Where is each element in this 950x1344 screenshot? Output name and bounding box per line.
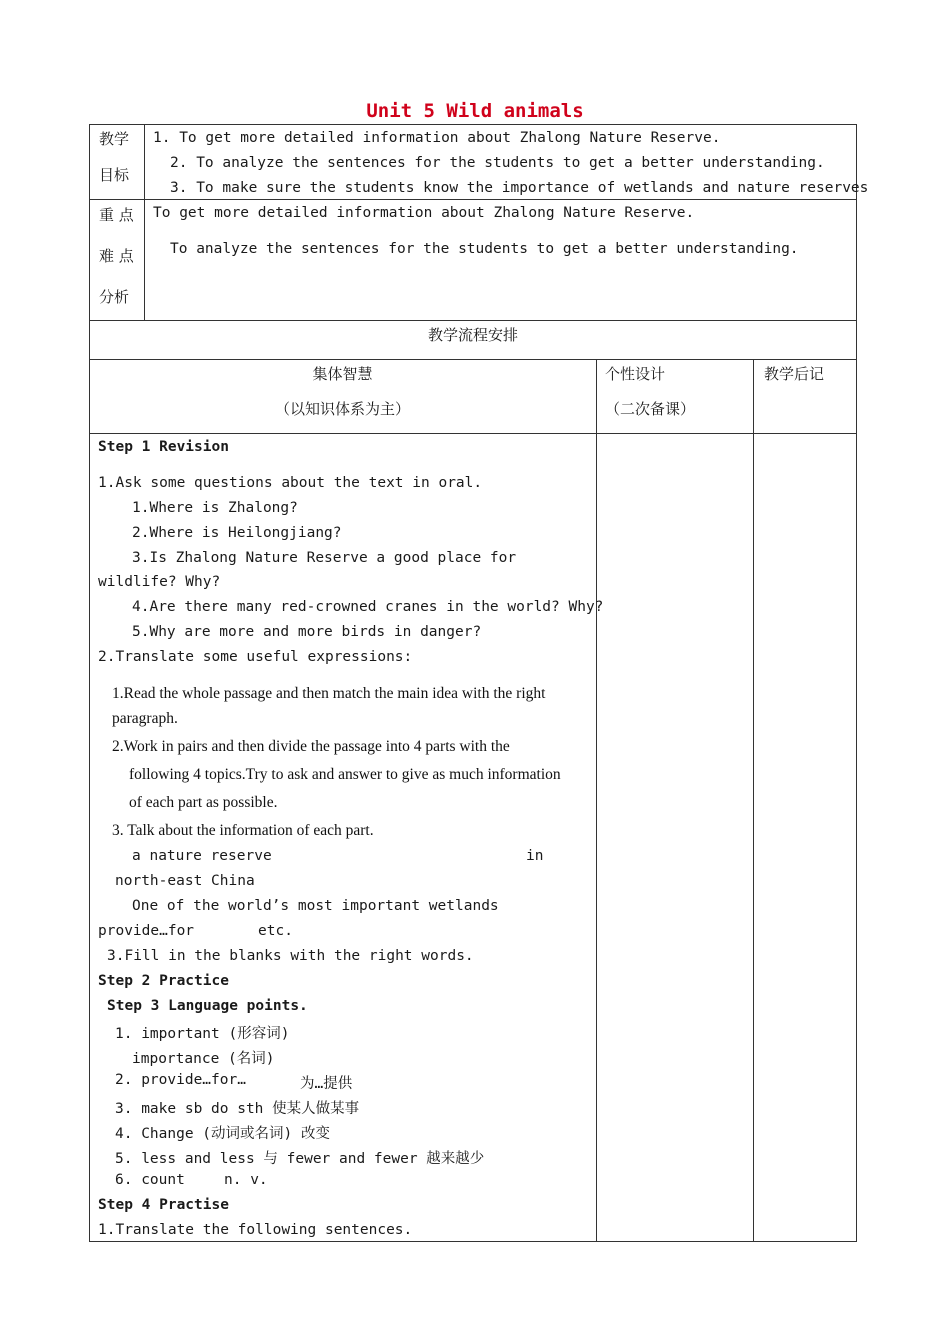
keypoint-item: To analyze the sentences for the students to get a better understanding. <box>170 241 799 257</box>
language-point-pos: n. v. <box>224 1172 268 1188</box>
question-item: 3.Is Zhalong Nature Reserve a good place for <box>132 550 517 566</box>
objectives-label-2: 目标 <box>99 166 130 184</box>
col2-subtitle: （二次备课） <box>605 400 696 418</box>
col1-subtitle: （以知识体系为主） <box>274 400 410 418</box>
question-item: 1.Where is Zhalong? <box>132 500 298 516</box>
ask-questions: 1.Ask some questions about the text in oral. <box>98 475 483 491</box>
language-point: 5. less and less 与 fewer and fewer 越来越少 <box>115 1151 485 1167</box>
pasted-line: 1.Read the whole passage and then match the main idea with the right <box>112 685 546 702</box>
language-point: importance (名词) <box>132 1051 275 1067</box>
etc-text: etc. <box>258 923 293 939</box>
pasted-line: 2.Work in pairs and then divide the passage into 4 parts with the <box>112 738 510 755</box>
pasted-line: following 4 topics.Try to ask and answer to give as much information <box>129 766 561 783</box>
reserve-ne: north-east China <box>115 873 255 889</box>
translate-sentences: 1.Translate the following sentences. <box>98 1222 413 1238</box>
step-2-heading: Step 2 Practice <box>98 973 229 989</box>
language-point: 4. Change (动词或名词) 改变 <box>115 1126 330 1142</box>
wetlands-line: One of the world’s most important wetlands <box>132 898 499 914</box>
keypoints-label: 重 点 <box>99 206 134 224</box>
objectives-label: 教学 <box>99 130 130 148</box>
objective-item: 3. To make sure the students know the importance of wetlands and nature reserves <box>170 180 869 196</box>
language-point: 6. count <box>115 1172 185 1188</box>
pasted-line: paragraph. <box>112 710 178 727</box>
question-item: 5.Why are more and more birds in danger? <box>132 624 482 640</box>
step-4-heading: Step 4 Practise <box>98 1197 229 1213</box>
language-point: 3. make sb do sth 使某人做某事 <box>115 1101 360 1117</box>
step-1-heading: Step 1 Revision <box>98 439 229 455</box>
page-title: Unit 5 Wild animals <box>366 100 584 122</box>
flow-header: 教学流程安排 <box>427 326 518 344</box>
keypoints-label-3: 分析 <box>99 288 130 306</box>
reserve-in: in <box>526 848 544 864</box>
objective-item: 2. To analyze the sentences for the students to get a better understanding. <box>170 155 825 171</box>
reserve-a: a nature reserve <box>132 848 272 864</box>
language-point-cn: 为…提供 <box>300 1076 353 1092</box>
pasted-image <box>99 680 595 842</box>
translate-heading: 2.Translate some useful expressions: <box>98 649 413 665</box>
question-item: wildlife? Why? <box>98 574 221 590</box>
language-point: 2. provide…for… <box>115 1072 246 1088</box>
pasted-line: 3. Talk about the information of each part. <box>112 822 374 839</box>
col3-title: 教学后记 <box>764 365 825 383</box>
objective-item: 1. To get more detailed information about Zhalong Nature Reserve. <box>153 130 721 146</box>
question-item: 2.Where is Heilongjiang? <box>132 525 342 541</box>
provide-line: provide…for <box>98 923 195 939</box>
step-3-heading: Step 3 Language points. <box>107 998 308 1014</box>
col1-title: 集体智慧 <box>312 365 373 383</box>
keypoints-label-2: 难 点 <box>99 247 134 265</box>
col2-title: 个性设计 <box>605 365 666 383</box>
question-item: 4.Are there many red-crowned cranes in the world? Why? <box>132 599 604 615</box>
pasted-line: of each part as possible. <box>129 794 278 811</box>
keypoint-item: To get more detailed information about Zhalong Nature Reserve. <box>153 205 695 221</box>
language-point: 1. important (形容词) <box>115 1026 290 1042</box>
fill-blanks: 3.Fill in the blanks with the right words. <box>107 948 474 964</box>
